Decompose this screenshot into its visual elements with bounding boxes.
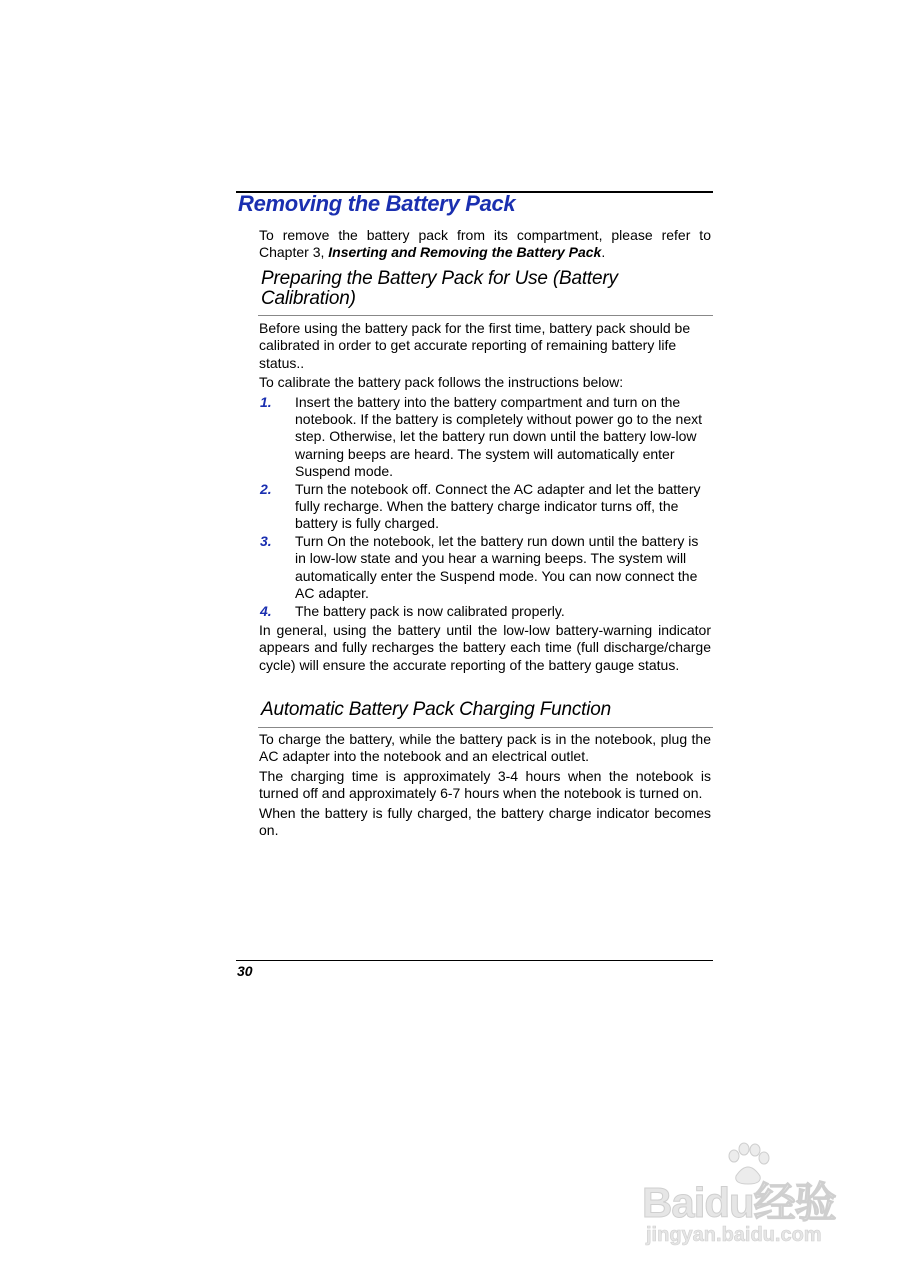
intro-block bbox=[259, 227, 711, 262]
charging-block bbox=[259, 731, 711, 839]
calibration-heading: Preparing the Battery Pack for Use (Battery Calibration) bbox=[261, 268, 618, 309]
step-number: 1. bbox=[260, 393, 272, 410]
calibration-summary: In general, using the battery until the low-low battery-warning indicator appears and fully recharges the battery each time (full discharge/charge cycle) will ensure the accurate reporting of the battery gauge status. bbox=[259, 621, 711, 673]
calibration-intro: Before using the battery pack for the first time, battery pack should be calibrated in order to get accurate reporting of remaining battery life status.. bbox=[259, 320, 691, 371]
page-number: 30 bbox=[237, 963, 253, 979]
charging-heading: Automatic Battery Pack Charging Function bbox=[261, 699, 612, 720]
intro-paragraph bbox=[259, 227, 711, 262]
page-title: Removing the Battery Pack bbox=[238, 191, 516, 216]
calibration-block bbox=[259, 320, 711, 674]
step-item bbox=[259, 533, 711, 603]
step-number: 4. bbox=[260, 602, 272, 619]
intro-text: To remove the battery pack from its compartment, please refer to Chapter 3, bbox=[259, 227, 711, 261]
intro-end: . bbox=[601, 244, 606, 261]
watermark bbox=[642, 1142, 872, 1262]
charging-paragraph-3: When the battery is fully charged, the battery charge indicator becomes on. bbox=[259, 804, 711, 839]
chapter-reference: Inserting and Removing the Battery Pack bbox=[328, 244, 602, 261]
calibration-rule bbox=[258, 315, 713, 316]
charging-paragraph-1: To charge the battery, while the battery pack is in the notebook, plug the AC adapter into the notebook and an electrical outlet. bbox=[259, 731, 711, 765]
step-item bbox=[259, 481, 711, 533]
footer-rule bbox=[236, 960, 713, 961]
step-text: The battery pack is now calibrated properly. bbox=[295, 602, 565, 619]
step-item bbox=[259, 603, 711, 620]
watermark-url: jingyan.baidu.com bbox=[646, 1224, 822, 1246]
step-number: 2. bbox=[260, 480, 272, 497]
step-text: Turn On the notebook, let the battery run down until the battery is in low-low state and you hear a warning beeps. The system will automatically enter the Suspend mode. You can now connect the AC adapter. bbox=[295, 532, 699, 602]
watermark-brand: Baidu经验 bbox=[642, 1179, 836, 1226]
step-text: Turn the notebook off. Connect the AC adapter and let the battery fully recharge. When the battery charge indicator turns off, the battery is fully charged. bbox=[295, 480, 701, 532]
step-number: 3. bbox=[260, 532, 272, 549]
step-text: Insert the battery into the battery compartment and turn on the notebook. If the battery is completely without power go to the next step. Otherwise, let the battery run down until the battery low-low warning beeps are heard. The system will automatically enter Suspend mode. bbox=[295, 393, 703, 480]
calibration-steps bbox=[259, 394, 711, 620]
charging-paragraph-2: The charging time is approximately 3-4 hours when the notebook is turned off and approximately 6-7 hours when the notebook is turned on. bbox=[259, 767, 711, 802]
charging-rule bbox=[258, 727, 713, 728]
calibration-instructions-lead: To calibrate the battery pack follows the instructions below: bbox=[259, 374, 624, 391]
step-item bbox=[259, 394, 711, 481]
